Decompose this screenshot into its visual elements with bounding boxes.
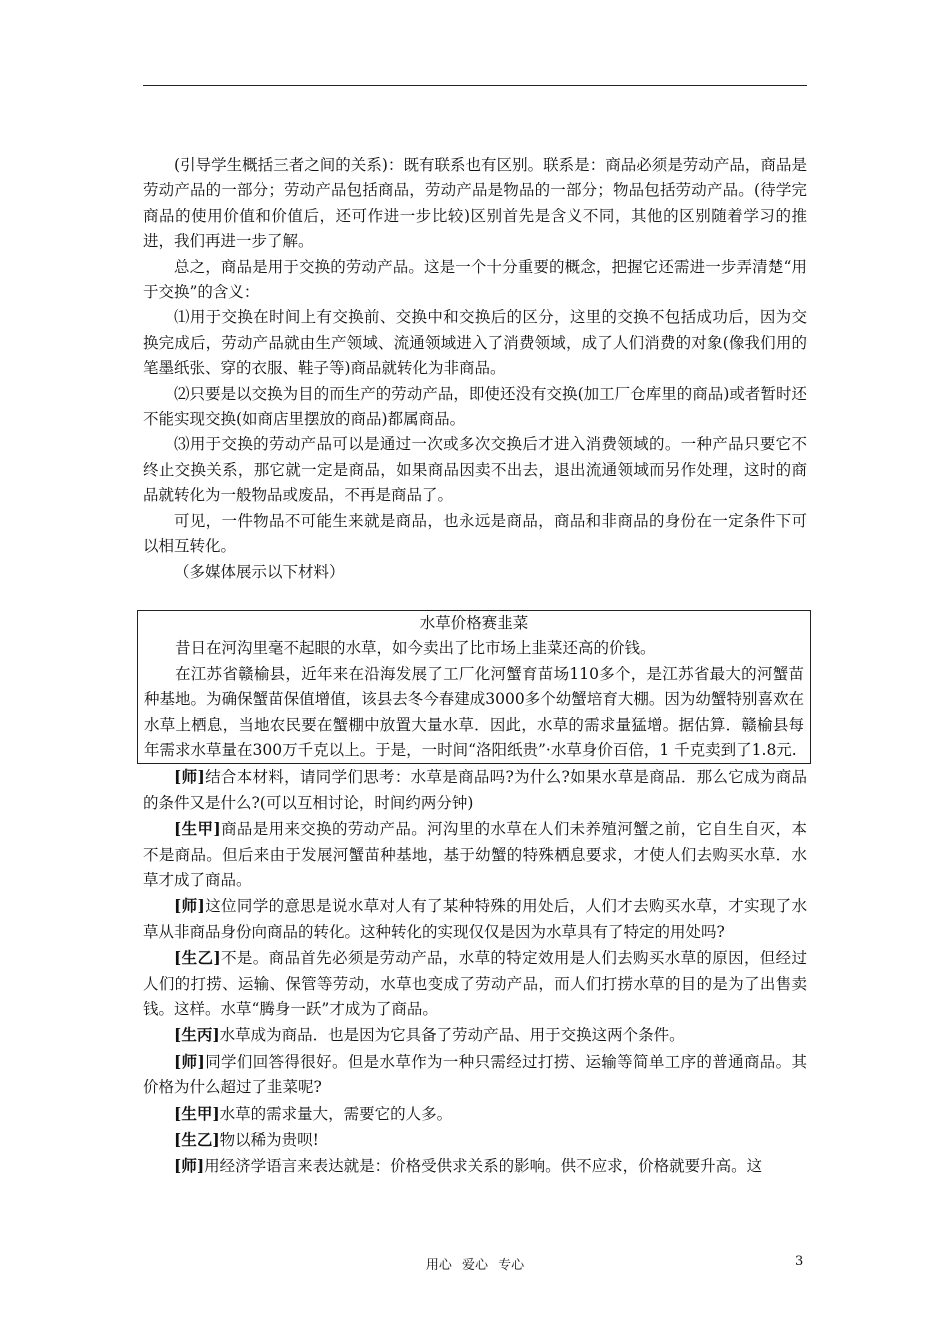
paragraph-multimedia-note: （多媒体展示以下材料） (174, 562, 345, 581)
paragraph-commodity-definition: 总之，商品是用于交换的劳动产品。这是一个十分重要的概念，把握它还需进一步弄清楚“用于交换”的含义： (143, 257, 807, 302)
dialogue-line (143, 1022, 807, 1048)
dialogue-line (143, 945, 807, 1022)
material-box (137, 610, 811, 764)
dialogue-line (143, 1153, 807, 1179)
dialogue-text: 物以稀为贵呗! (219, 1131, 319, 1150)
dialogue-line (143, 1127, 807, 1153)
dialogue-text: 结合本材料，请同学们思考：水草是商品吗?为什么?如果水草是商品．那么它成为商品的条件又是什么?(可以互相讨论，时间约两分钟) (143, 768, 808, 812)
paragraph-point-2: ⑵只要是以交换为目的而生产的劳动产品，即使还没有交换(加工厂仓库里的商品)或者暂时还不能实现交换(如商店里摆放的商品)都属商品。 (143, 384, 807, 429)
speaker-tag: [生甲] (174, 819, 221, 839)
page-body (143, 153, 807, 1180)
speaker-tag: [师] (174, 896, 205, 916)
dialogue-text: 水草成为商品．也是因为它具备了劳动产品、用于交换这两个条件。 (219, 1026, 685, 1045)
dialogue-text: 水草的需求量大，需要它的人多。 (219, 1104, 453, 1123)
paragraph-point-1: ⑴用于交换在时间上有交换前、交换中和交换后的区分，这里的交换不包括成功后，因为交换完成后，劳动产品就由生产领域、流通领域进入了消费领域，成了人们消费的对象(像我们用的笔墨纸张、穿的衣服、鞋子等)商品就转化为非商品。 (143, 308, 807, 378)
material-box-paragraph: 在江苏省赣榆县，近年来在沿海发展了工厂化河蟹育苗场110多个，是江苏省最大的河蟹苗种基地。为确保蟹苗保值增值，该县去冬今春建成3000多个幼蟹培育大棚。因为幼蟹特别喜欢在水草上栖息，当地农民要在蟹棚中放置大量水草．因此，水草的需求量猛增。据估算．赣榆县每年需求水草量在300万千克以上。于是，一时间“洛阳纸贵”·水草身价百倍，1 千克卖到了1.8元. (144, 664, 804, 759)
dialogue-text: 同学们回答得很好。但是水草作为一种只需经过打捞、运输等简单工序的普通商品。其价格为什么超过了韭菜呢? (143, 1052, 807, 1097)
paragraph-point-3: ⑶用于交换的劳动产品可以是通过一次或多次交换后才进入消费领域的。一种产品只要它不终止交换关系，那它就一定是商品，如果商品因卖不出去，退出流通领域而另作处理，这时的商品就转化为一般物品或废品，不再是商品了。 (143, 435, 807, 505)
paragraph-relation-summary: (引导学生概括三者之间的关系)：既有联系也有区别。联系是：商品必须是劳动产品，商品是劳动产品的一部分；劳动产品包括商品，劳动产品是物品的一部分；物品包括劳动产品。(待学完商品的使用价值和价值后，还可作进一步比较)区别首先是含义不同，其他的区别随着学习的推进，我们再进一步了解。 (143, 156, 807, 251)
material-box-paragraph: 昔日在河沟里毫不起眼的水草，如今卖出了比市场上韭菜还高的价钱。 (175, 639, 656, 658)
paragraph-conclusion: 可见，一件物品不可能生来就是商品，也永远是商品，商品和非商品的身份在一定条件下可以相互转化。 (143, 511, 807, 556)
dialogue-text: 用经济学语言来表达就是：价格受供求关系的影响。供不应求，价格就要升高。这 (204, 1157, 763, 1176)
speaker-tag: [生丙] (174, 1025, 220, 1045)
material-box-title: 水草价格赛韭菜 (419, 613, 529, 632)
dialogue-text: 不是。商品首先必须是劳动产品，水草的特定效用是人们去购买水草的原因，但经过人们的打捞、运输、保管等劳动，水草也变成了劳动产品，而人们打捞水草的目的是为了出售卖钱。这样。水草“腾身一跃”才成为了商品。 (143, 949, 807, 1018)
speaker-tag: [生乙] (174, 1130, 220, 1150)
page-number: 3 (795, 1254, 804, 1269)
speaker-tag: [师] (174, 1051, 205, 1071)
dialogue-line (143, 893, 807, 945)
dialogue-text: 商品是用来交换的劳动产品。河沟里的水草在人们未养殖河蟹之前，它自生自灭，本不是商品。但后来由于发展河蟹苗种基地，基于幼蟹的特殊栖息要求，才使人们去购买水草．水草才成了商品。 (143, 820, 807, 889)
speaker-tag: [师] (174, 1156, 205, 1176)
speaker-tag: [生甲] (174, 1103, 220, 1123)
dialogue-line (143, 764, 807, 816)
dialogue-line (143, 816, 807, 893)
footer-motto: 用心 爱心 专心 (425, 1258, 525, 1273)
speaker-tag: [师] (174, 767, 205, 787)
dialogue-text: 这位同学的意思是说水草对人有了某种特殊的用处后，人们才去购买水草，才实现了水草从非商品身份向商品的转化。这种转化的实现仅仅是因为水草具有了特定的用处吗? (143, 897, 807, 941)
header-rule (143, 85, 807, 86)
dialogue-line (143, 1101, 807, 1127)
speaker-tag: [生乙] (174, 948, 221, 968)
dialogue-line (143, 1049, 807, 1101)
